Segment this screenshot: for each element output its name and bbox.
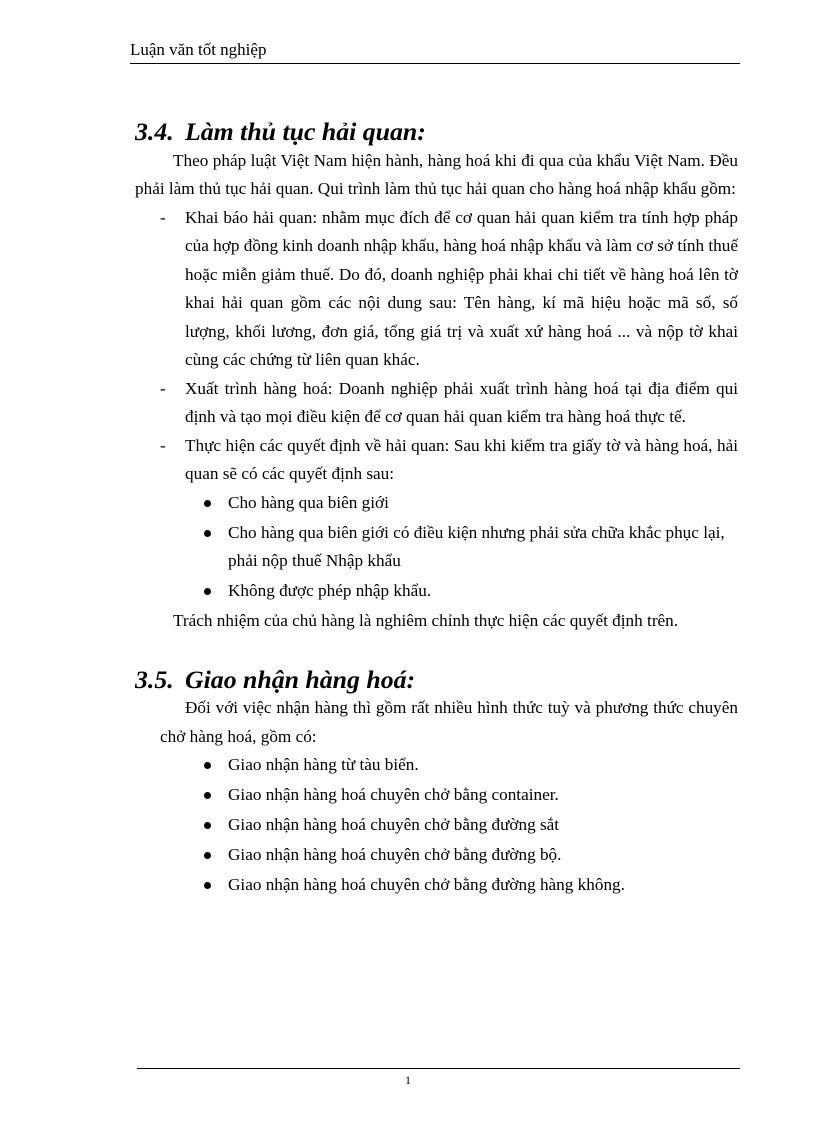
section-3-5-intro: Đối với việc nhận hàng thì gồm rất nhiều hình thức tuỳ và phương thức chuyên chở hàng hoá, gồm có: bbox=[160, 698, 738, 746]
list-item-text: Giao nhận hàng hoá chuyên chở bằng đường hàng không. bbox=[228, 875, 625, 894]
list-item bbox=[135, 841, 738, 870]
dash-marker: - bbox=[160, 378, 166, 398]
header-title: Luận văn tốt nghiệp bbox=[130, 40, 267, 59]
section-number: 3.4. bbox=[135, 117, 174, 146]
list-item bbox=[135, 811, 738, 840]
page-number: 1 bbox=[405, 1073, 411, 1087]
dash-marker: - bbox=[160, 207, 166, 227]
section-number: 3.5. bbox=[135, 664, 174, 694]
bullet-icon bbox=[204, 500, 211, 507]
list-item bbox=[135, 871, 738, 900]
delivery-list bbox=[135, 751, 738, 900]
list-item-text: Giao nhận hàng hoá chuyên chở bằng đường bộ. bbox=[228, 845, 562, 864]
bullet-icon bbox=[204, 852, 211, 859]
list-item bbox=[135, 489, 738, 518]
list-item-text: Giao nhận hàng hoá chuyên chở bằng đường sắt bbox=[228, 815, 560, 834]
section-3-4-closing: Trách nhiệm của chủ hàng là nghiêm chỉnh thực hiện các quyết định trên. bbox=[173, 611, 679, 630]
bullet-icon bbox=[204, 822, 211, 829]
bullet-icon bbox=[204, 762, 211, 769]
list-item-text: Cho hàng qua biên giới bbox=[228, 492, 389, 512]
list-item-text: Thực hiện các quyết định về hải quan: Sau khi kiểm tra giấy tờ và hàng hoá, hải quan sẽ có các quyết định sau: bbox=[185, 435, 738, 483]
section-title: Giao nhận hàng hoá: bbox=[185, 664, 416, 694]
bullet-icon bbox=[204, 792, 211, 799]
section-3-5-heading bbox=[135, 666, 738, 695]
list-item-text: Cho hàng qua biên giới có điều kiện nhưng phải sửa chữa khắc phục lại, phải nộp thuế Nhập khẩu bbox=[228, 522, 725, 570]
list-item bbox=[135, 751, 738, 780]
list-item-text: Khai báo hải quan: nhằm mục đích để cơ quan hải quan kiểm tra tính hợp pháp của hợp đồng kinh doanh nhập khẩu, hàng hoá nhập khẩu và làm cơ sở tính thuế hoặc miễn giảm thuế. Do đó, doanh nghiệp phải khai chi tiết về hàng hoá lên tờ khai hải quan gồm các nội dung sau: Tên hàng, kí mã hiệu hoặc mã số, số lượng, khối lương, đơn giá, tổng giá trị và xuất xứ hàng hoá ... và nộp tờ khai cùng các chứng từ liên quan khác. bbox=[185, 207, 738, 369]
section-3-4-intro: Theo pháp luật Việt Nam hiện hành, hàng hoá khi đi qua của khẩu Việt Nam. Đều phải làm thủ tục hải quan. Qui trình làm thủ tục hải quan cho hàng hoá nhập khẩu gồm: bbox=[135, 150, 738, 198]
dash-marker: - bbox=[160, 435, 166, 455]
section-3-4-heading bbox=[135, 118, 738, 147]
bullet-icon bbox=[204, 530, 211, 537]
list-item bbox=[135, 204, 738, 375]
list-item bbox=[135, 432, 738, 489]
section-title: Làm thủ tục hải quan: bbox=[185, 117, 426, 146]
list-item bbox=[135, 577, 738, 606]
decision-list bbox=[135, 489, 738, 606]
procedure-list bbox=[135, 204, 738, 489]
footer-divider bbox=[137, 1068, 740, 1069]
list-item-text: Không được phép nhập khẩu. bbox=[228, 581, 432, 600]
list-item bbox=[135, 781, 738, 810]
list-item-text: Giao nhận hàng từ tàu biển. bbox=[228, 755, 419, 774]
list-item-text: Giao nhận hàng hoá chuyên chở bằng container. bbox=[228, 785, 559, 804]
list-item bbox=[135, 519, 738, 576]
list-item bbox=[135, 375, 738, 432]
list-item-text: Xuất trình hàng hoá: Doanh nghiệp phải xuất trình hàng hoá tại địa điểm qui định và tạo mọi điều kiện để cơ quan hải quan kiểm tra hàng hoá thực tế. bbox=[185, 378, 738, 426]
bullet-icon bbox=[204, 882, 211, 889]
page-content bbox=[135, 118, 738, 901]
bullet-icon bbox=[204, 588, 211, 595]
page-header bbox=[130, 40, 740, 64]
